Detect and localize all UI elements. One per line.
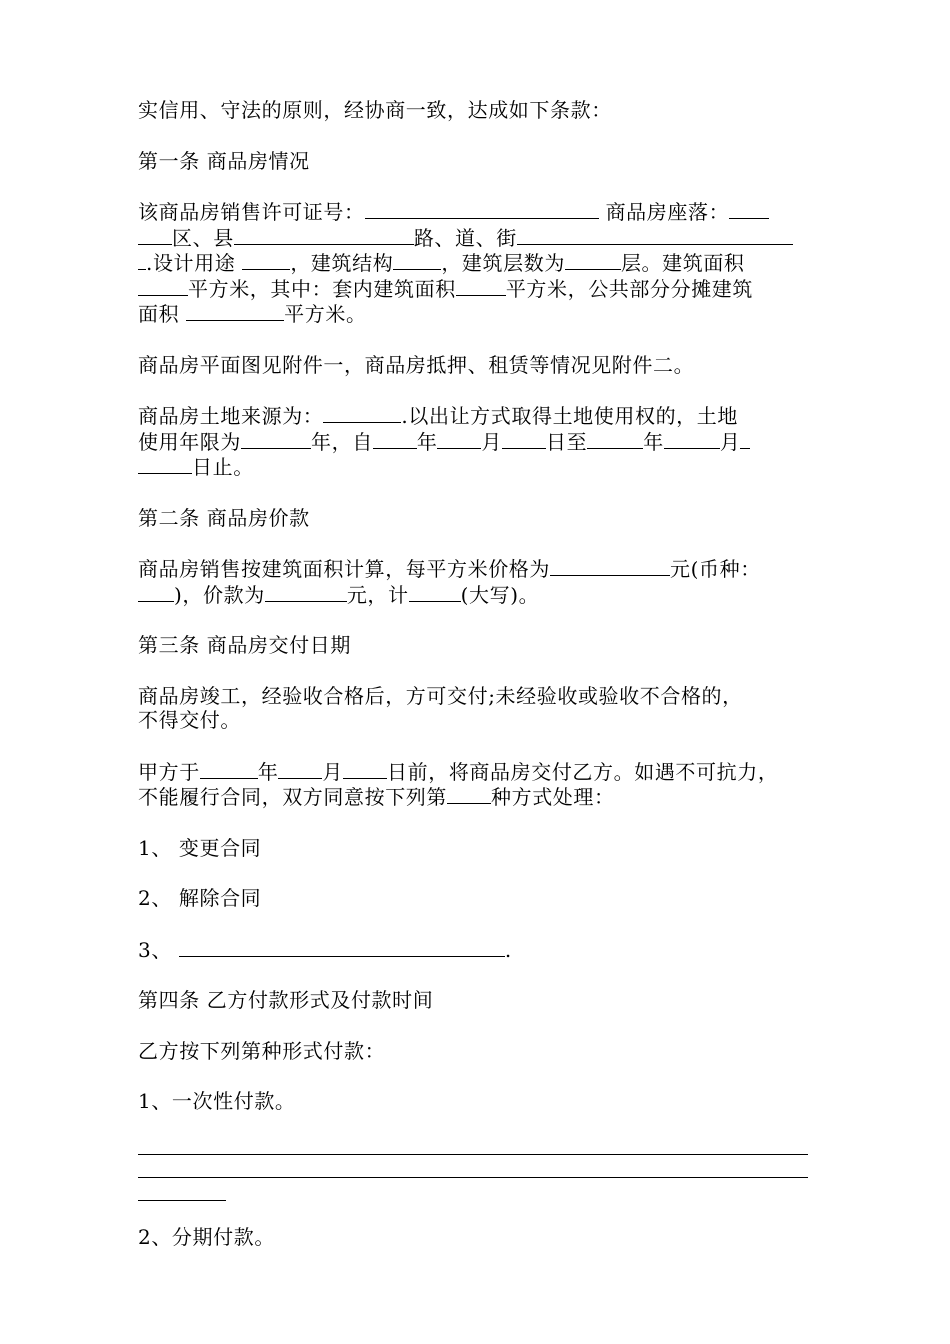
payment-intro: 乙方按下列第种形式付款： — [138, 1038, 386, 1063]
blank-license-no — [365, 199, 599, 219]
option-2: 2、 解除合同 — [138, 886, 262, 910]
article-1-title: 第一条 商品房情况 — [138, 148, 310, 173]
blank-option-no — [447, 784, 491, 804]
blank-usage — [242, 250, 290, 270]
blank-lead — [138, 250, 146, 270]
blank-structure — [393, 250, 441, 270]
article-3-title: 第三条 商品房交付日期 — [138, 633, 351, 657]
delivery-line-2: 不得交付。 — [138, 708, 241, 732]
option-3: 3、 . — [138, 937, 512, 962]
article-4-title: 第四条 乙方付款形式及付款时间 — [138, 988, 434, 1012]
delivery-date-line-2: 不能履行合同，双方同意按下列第 种方式处理： — [138, 785, 615, 809]
blank-district — [138, 225, 172, 245]
blank-end-day — [138, 454, 192, 474]
payment-method-1: 1、一次性付款。 — [138, 1089, 296, 1113]
blank-road — [234, 225, 414, 245]
annex-line: 商品房平面图见附件一，商品房抵押、租赁等情况见附件二。 — [138, 352, 695, 377]
blank-street — [517, 225, 793, 245]
blank-start-day — [502, 429, 546, 449]
house-info-line-3: .设计用途 ，建筑结构 ，建筑层数为 层。建筑面积 — [138, 250, 814, 276]
blank-line-3 — [138, 1178, 226, 1201]
price-line-2: )，价款为 元，计 (大写)。 — [138, 582, 814, 608]
blank-total-price — [265, 582, 347, 602]
delivery-date-line-1: 甲方于 年 月 日前，将商品房交付乙方。如遇不可抗力， — [138, 759, 779, 784]
blank-unit-price — [550, 556, 670, 576]
blank-floors — [565, 250, 621, 270]
blank-delivery-year — [200, 759, 258, 779]
option-1: 1、 变更合同 — [138, 835, 262, 860]
blank-end-month — [664, 429, 720, 449]
blank-years — [241, 429, 311, 449]
delivery-line-1: 商品房竣工，经验收合格后，方可交付;未经验收或验收不合格的， — [138, 683, 743, 708]
blank-start-month — [437, 429, 481, 449]
blank-end-day-lead — [740, 429, 750, 449]
blank-location — [729, 199, 769, 219]
blank-end-year — [587, 429, 643, 449]
house-info-line-1: 该商品房销售许可证号： 商品房座落： — [138, 199, 814, 225]
blank-line-2 — [138, 1155, 808, 1178]
contract-page — [138, 98, 814, 1249]
blank-delivery-month — [278, 759, 322, 779]
house-info-line-4: 平方米，其中：套内建筑面积 平方米，公共部分分摊建筑 — [138, 276, 814, 302]
blank-building-area — [138, 276, 188, 296]
blank-start-year — [373, 429, 417, 449]
house-info-line-5: 面积 平方米。 — [138, 302, 367, 326]
intro-line: 实信用、守法的原则，经协商一致，达成如下条款： — [138, 98, 612, 122]
blank-price-words — [409, 582, 461, 602]
article-2-title: 第二条 商品房价款 — [138, 505, 310, 530]
price-line-1: 商品房销售按建筑面积计算，每平方米价格为 元(币种： — [138, 557, 761, 581]
blank-land-source — [323, 403, 401, 423]
blank-inner-area — [456, 276, 506, 296]
blank-delivery-day — [343, 759, 387, 779]
blank-line-1 — [138, 1132, 808, 1155]
blank-shared-area — [186, 301, 284, 321]
land-line-1: 商品房土地来源为： .以出让方式取得土地使用权的，土地 — [138, 404, 738, 428]
land-line-2: 使用年限为 年，自 年 月 日至 年 月 — [138, 429, 814, 455]
blank-option-3 — [179, 937, 505, 957]
land-line-3: 日止。 — [138, 454, 814, 480]
payment-method-2: 2、分期付款。 — [138, 1224, 275, 1249]
house-info-line-2: 区、县 路、道、街 — [138, 225, 814, 251]
blank-currency — [138, 582, 174, 602]
